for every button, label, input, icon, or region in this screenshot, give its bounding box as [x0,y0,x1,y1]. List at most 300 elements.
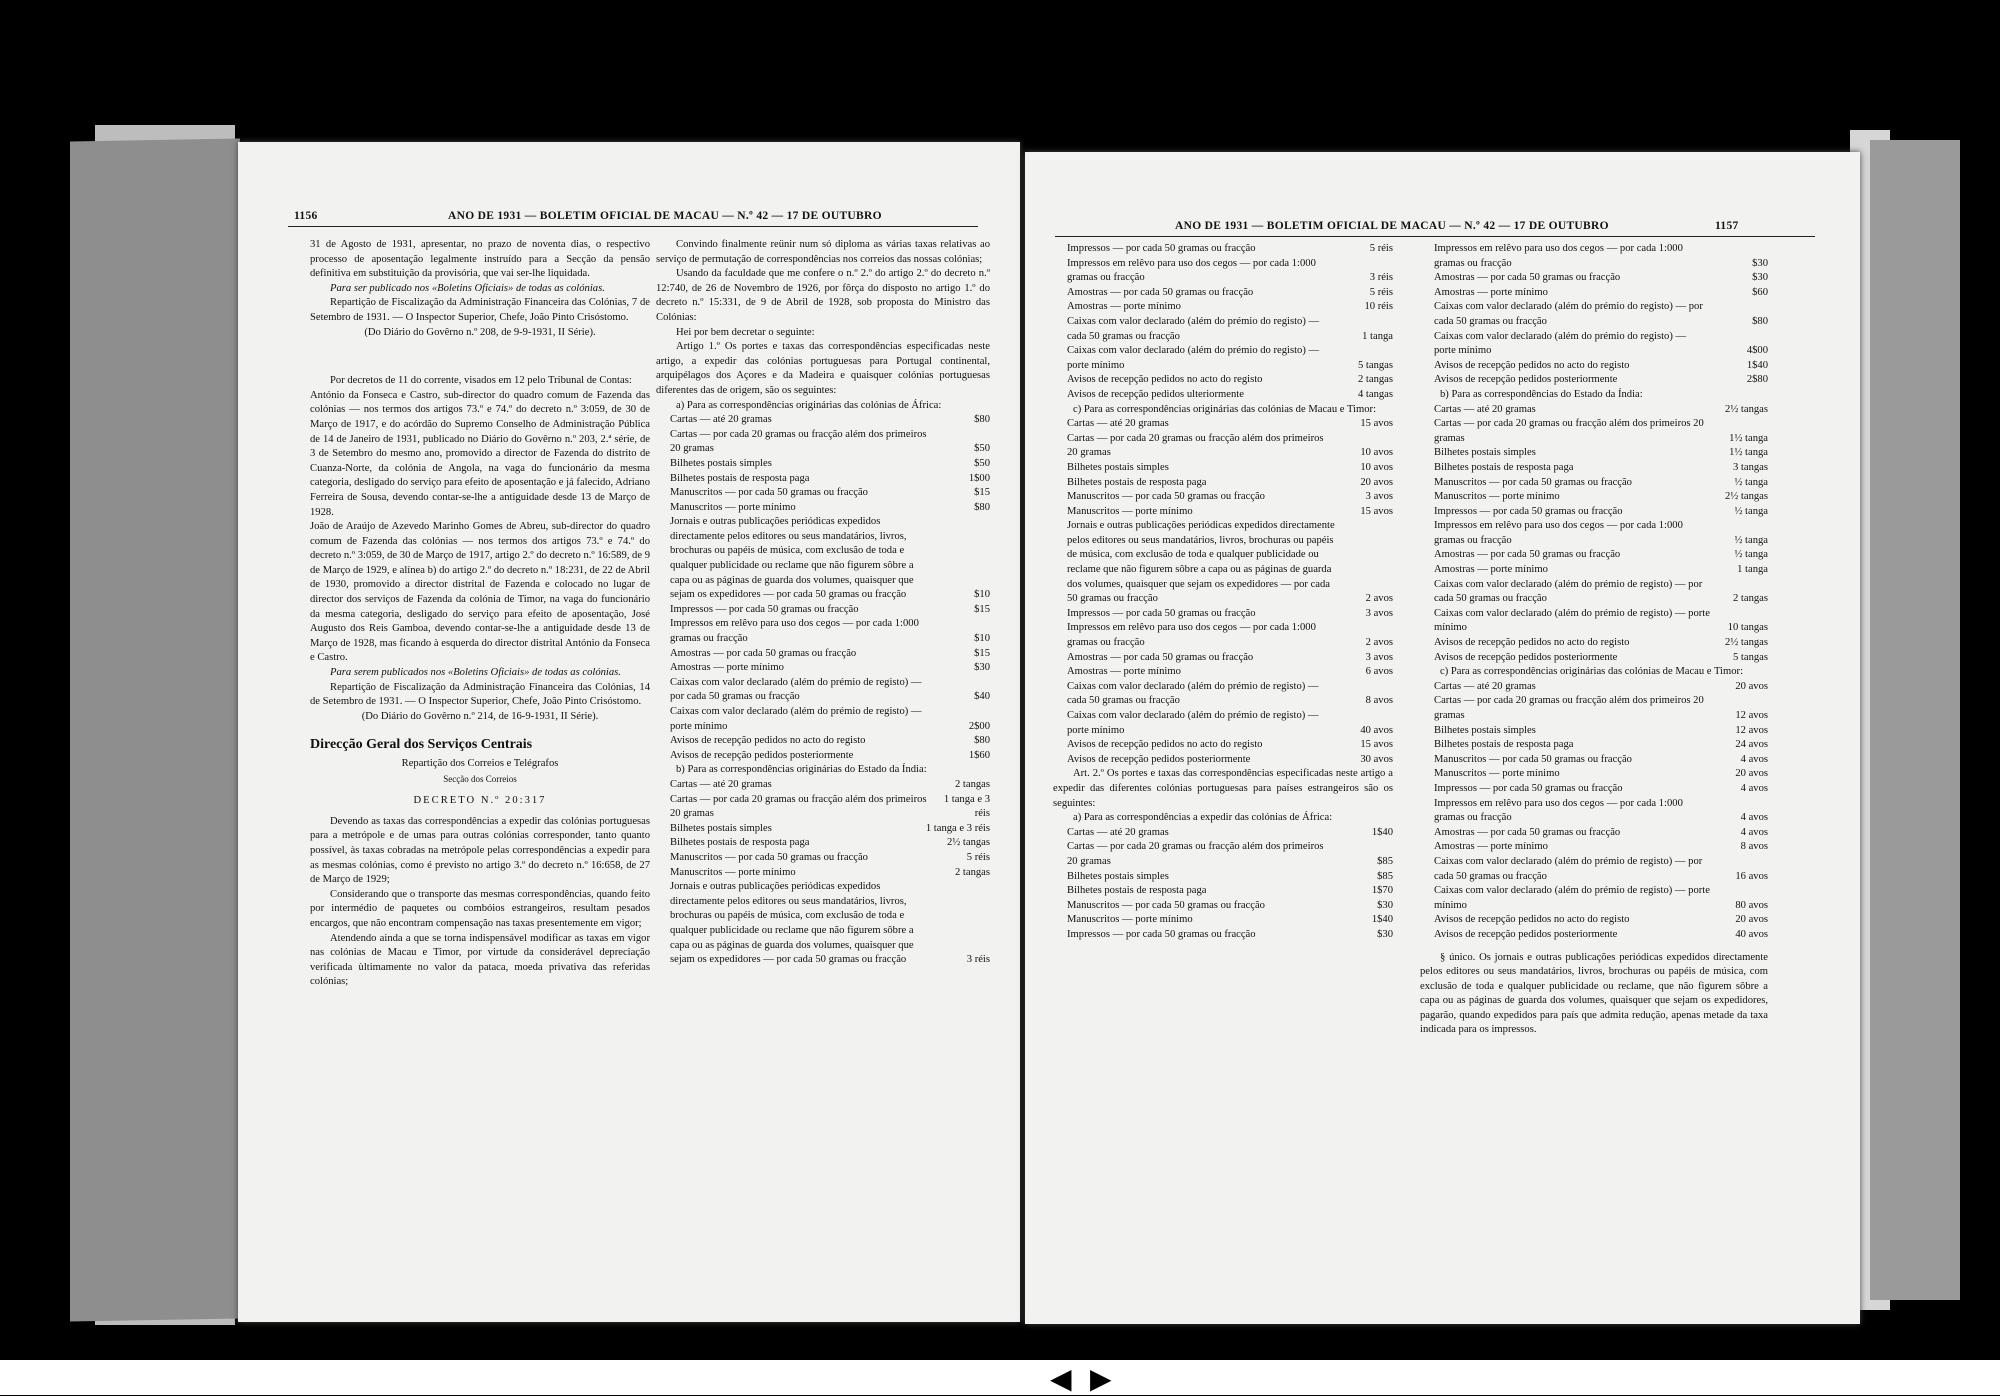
rate-row [1053,738,1393,753]
rate-value: 16 avos [1735,870,1768,882]
rate-label: Avisos de recepção pedidos no acto do registo [670,735,866,747]
rate-row [1053,373,1393,388]
rate-table-africa-foreign [1053,826,1393,943]
rate-row [1053,870,1393,885]
rate-label: Amostras — porte mínimo [1067,666,1181,678]
rate-label: Impressos em relêvo para uso dos cegos — por cada 1:000 gramas ou fracção [1434,243,1683,269]
rate-row [1420,286,1768,301]
rate-label: Cartas — até 20 gramas [670,414,772,426]
rate-label: Amostras — por cada 50 gramas ou fracção [1434,549,1621,561]
rate-row [1420,884,1768,913]
rate-label: Bilhetes postais de resposta paga [1067,476,1207,488]
rate-label: Caixas com valor declarado (além do prémio de registo) — porte mínimo [1067,710,1319,736]
rate-label: Amostras — porte mínimo [1434,286,1548,298]
rate-value: $30 [1752,257,1768,269]
left-column-2 [656,238,990,968]
rate-value: 10 réis [1364,301,1393,313]
rate-value: 10 avos [1360,461,1393,473]
section-heading: Direcção Geral dos Serviços Centrais [310,737,533,753]
rate-label: Manuscritos — porte mínimo [1067,505,1193,517]
rate-label: Impressos em relêvo para uso dos cegos — por cada 1:000 gramas ou fracção [1434,797,1683,824]
rate-row [656,676,990,705]
rate-row [1420,797,1768,826]
rate-label: Caixas com valor declarado (além do prémio de registo) — por cada 50 gramas ou fracção [1434,855,1703,882]
rate-row [1420,505,1768,520]
rate-label: Manuscritos — porte mínimo [1434,491,1560,503]
rate-label: Caixas com valor declarado (além do prémio de registo) — porte mínimo [1434,607,1710,634]
rate-value: 6 avos [1365,666,1393,678]
rate-label: Caixas com valor declarado (além do prémio do registo) — cada 50 gramas ou fracção [1067,315,1320,342]
rate-row [656,457,990,472]
rate-value: 2$00 [968,720,990,732]
rate-value: 2$80 [1746,374,1768,386]
rate-value: 8 avos [1365,695,1393,707]
rate-label: Cartas — até 20 gramas [1067,418,1169,430]
subsection-heading: c) Para as correspondências originárias das colónias de Macau e Timor: [1073,403,1377,415]
rate-value: $10 [974,633,990,645]
paragraph: Considerando que o transporte das mesmas correspondências, quando feito por intermédio de paquetes ou combóios estrangeiros, resultam pesados encargos, que não encontram compensação nas taxas presentemente em vigor; [310,888,650,929]
rate-value: 2 tangas [954,778,990,790]
rate-row [656,778,990,793]
paragraph: Por decretos de 11 do corrente, visados em 12 pelo Tribunal de Contas: [330,375,632,387]
rate-value: $15 [974,603,990,615]
rate-row [1053,665,1393,680]
rate-value: 3 avos [1365,651,1393,663]
rate-value: $85 [1377,870,1393,882]
rate-value: 2 tangas [1732,593,1768,605]
rate-table-india-foreign [1420,403,1768,666]
rate-row [1420,694,1768,723]
rate-label: Caixas com valor declarado (além do prémio de registo) — porte mínimo [1434,885,1710,911]
publication-note: Para ser publicado nos «Boletins Oficiais» de todas as colónias. [330,282,605,294]
book-edge-left-shadow [70,139,240,1322]
rate-label: Avisos de recepção pedidos posteriormente [1434,374,1618,386]
rate-row [1053,388,1393,403]
paragraph: Usando da faculdade que me confere o n.º 2.º do artigo 2.º do decreto n.º 12:740, de 26 de Novembro de 1926, por fôrça do disposto no artigo 1.º do decreto n.º 15:331, de 9 de Abril de 1928, sob proposta do Ministro das Colónias: [656,268,990,323]
rate-value: 2½ tangas [1725,403,1768,415]
rate-row [1420,767,1768,782]
rate-label: Cartas — por cada 20 gramas ou fracção além dos primeiros 20 gramas [1434,695,1704,721]
rate-value: $60 [1752,286,1768,298]
rate-value: 5 réis [966,851,990,863]
rate-label: Amostras — por cada 50 gramas ou fracção [1434,826,1621,838]
rate-row [1053,884,1393,899]
rate-value: 2 tangas [1357,374,1393,386]
rate-label: Manuscritos — por cada 50 gramas ou fracção [1434,476,1632,488]
rate-value: 24 avos [1735,739,1768,751]
rate-row [1420,461,1768,476]
rate-row [1420,490,1768,505]
rate-label: Impressos — por cada 50 gramas ou fracção [1067,243,1256,254]
rate-row [656,501,990,516]
rate-table-africa-foreign-cont [1420,242,1768,388]
rate-value: ½ tanga [1734,534,1768,546]
subsection-heading: a) Para as correspondências a expedir das colónias de África: [1073,812,1333,824]
prev-page-icon[interactable]: ◀ [1050,1364,1072,1395]
rate-label: Caixas com valor declarado (além do prémio do registo) — porte mínimo [1067,345,1320,371]
rate-table-macau-timor-foreign [1420,680,1768,943]
rate-value: 40 avos [1735,928,1768,940]
rate-value: 2 avos [1365,593,1393,605]
rate-label: Impressos em relêvo para uso dos cegos — por cada 1:000 gramas ou fracção [670,618,919,645]
rate-value: 3 avos [1365,491,1393,503]
rate-value: $50 [974,457,990,469]
left-page-number: 1156 [294,210,318,222]
rate-label: Caixas com valor declarado (além do prémio de registo) — por cada 50 gramas ou fracção [670,676,922,703]
rate-value: 4 avos [1740,753,1768,765]
rate-row [656,603,990,618]
rate-label: Manuscritos — porte mínimo [670,501,796,513]
rate-label: Cartas — por cada 20 gramas ou fracção além dos primeiros 20 gramas [670,793,927,820]
rate-label: Impressos — por cada 50 gramas ou fracção [1434,505,1623,517]
rate-value: ½ tanga [1734,505,1768,517]
rate-row [1420,782,1768,797]
rate-label: Bilhetes postais simples [1434,724,1536,736]
rate-label: Avisos de recepção pedidos no acto do registo [1434,637,1630,649]
rate-label: Amostras — por cada 50 gramas ou fracção [1067,286,1254,298]
rate-value: 1$40 [1371,914,1393,926]
rate-value: $40 [974,691,990,703]
rate-row [1053,753,1393,768]
rate-value: 4 avos [1740,826,1768,838]
rate-label: Impressos em relêvo para uso dos cegos — por cada 1:000 gramas ou fracção [1067,622,1316,649]
right-page [1025,152,1860,1324]
rate-value: 1$70 [1371,885,1393,897]
rate-label: Impressos — por cada 50 gramas ou fracção [670,603,859,615]
paragraph: João de Araújo de Azevedo Marinho Gomes de Abreu, sub-director do quadro comum de Fazenda das colónias — nos termos dos artigos 73.º e 74.º do decreto n.º 3:059, de 30 de Março de 1917, artigo 2.º do decreto n.º 16:589, de 9 de Março de 1929, e alínea b) do artigo 2.º do decreto n.º 18:231, de 22 de Abril de 1930, promovido a director distrital de Fazenda e colocado no lugar de director dos serviços de Fazenda da colónia de Timor, na vaga do funcionário da mesma categoria, desligado do serviço para efeito de aposentação, José Augusto dos Reis Gamboa, devendo contar-se-lhe a antiguidade desde 13 de Março de 1928, mas ficando à esquerda do director distrital António da Fonseca e Castro. [310,521,650,664]
rate-value: 3 réis [966,954,990,966]
rate-row [656,866,990,881]
rate-label: Cartas — até 20 gramas [1434,680,1536,692]
left-page [238,142,1020,1322]
paragraph: Repartição de Fiscalização da Administração Financeira das Colónias, 14 de Setembro de 1931. — O Inspector Superior, Chefe, João Pinto Crisóstomo. [310,681,650,708]
subsection-heading: b) Para as correspondências do Estado da Índia: [1440,388,1643,400]
rate-row [1053,432,1393,461]
rate-row [1053,286,1393,301]
rate-value: 1 tanga e 3 réis [943,793,990,820]
rate-value: 1½ tanga [1729,432,1768,444]
rate-row [1420,928,1768,943]
rate-row [1420,840,1768,855]
rate-row [1053,899,1393,914]
rate-value: 5 réis [1369,286,1393,298]
rate-label: Bilhetes postais simples [670,457,772,469]
rate-label: Amostras — porte mínimo [1434,841,1548,853]
rate-row [1053,519,1393,607]
rate-label: Caixas com valor declarado (além do prémio de registo) — porte mínimo [670,706,922,732]
paragraph: 31 de Agosto de 1931, apresentar, no prazo de noventa dias, o respectivo processo de aposentação legalmente instruído para a Secção da pensão definitiva em substituição da provisória, que vai ser-lhe liquidada. [310,239,650,280]
rate-row [656,734,990,749]
rate-value: 3 tangas [1732,461,1768,473]
rate-label: Impressos — por cada 50 gramas ou fracção [1067,607,1256,619]
rate-value: ½ tanga [1734,549,1768,561]
rate-row [656,486,990,501]
rate-row [1420,680,1768,695]
rate-label: Jornais e outras publicações periódicas expedidos directamente pelos editores ou seus mandatários, livros, brochuras ou papéis de música, com exclusão de toda e qualquer publicidade ou reclame que não figurem sôbre a capa ou as páginas de guarda dos volumes, quaisquer que sejam os expedidores — por cada 50 gramas ou fracção [670,881,914,966]
rate-label: Amostras — porte mínimo [1067,301,1181,313]
rate-row [1053,490,1393,505]
next-page-icon[interactable]: ▶ [1090,1364,1112,1395]
rate-row [656,472,990,487]
paragraph: Hei por bem decretar o seguinte: [676,326,815,338]
rate-row [1053,621,1393,650]
rate-label: Bilhetes postais simples [1067,870,1169,882]
rate-label: Amostras — por cada 50 gramas ou fracção [1434,272,1621,284]
rate-label: Avisos de recepção pedidos posteriormente [1434,651,1618,663]
rate-label: Manuscritos — porte mínimo [1434,768,1560,780]
rate-row [1053,257,1393,286]
rate-row [1420,913,1768,928]
rate-row [1420,548,1768,563]
rate-row [656,836,990,851]
left-page-header: ANO DE 1931 — BOLETIM OFICIAL DE MACAU — N.º 42 — 17 DE OUTUBRO [448,210,882,222]
rate-label: Caixas com valor declarado (além do prémio de registo) — por cada 50 gramas ou fracção [1434,578,1703,605]
article-paragraph: Art. 2.º Os portes e taxas das correspondências especificadas neste artigo a expedir das diferentes colónias portuguesas para países estrangeiros são os seguintes: [1053,768,1393,809]
rate-value: 12 avos [1735,710,1768,721]
rate-value: $30 [1377,899,1393,911]
rate-row [1420,330,1768,359]
rate-row [656,617,990,646]
header-rule [288,226,978,227]
rate-table-macau-timor [1053,417,1393,767]
rate-value: $30 [1752,272,1768,284]
rate-row [656,647,990,662]
rate-label: Caixas com valor declarado (além do prémio de registo) — cada 50 gramas ou fracção [1067,680,1319,707]
source-note: (Do Diário do Govêrno n.º 214, de 16-9-1931, II Série). [361,710,599,722]
rate-value: 20 avos [1360,476,1393,488]
rate-row [1420,636,1768,651]
rate-row [1053,476,1393,491]
rate-label: Avisos de recepção pedidos posteriormente [1434,928,1618,940]
rate-label: Bilhetes postais de resposta paga [1434,739,1574,751]
left-column-1 [310,238,650,990]
rate-value: $85 [1377,855,1393,867]
rate-label: Impressos em relêvo para uso dos cegos — por cada 1:000 gramas ou fracção [1434,520,1683,546]
final-paragraph: § único. Os jornais e outras publicações periódicas expedidos directamente pelos editores ou seus mandatários, livros, brochuras ou papéis de música, com exclusão de toda e qualquer publicidade ou reclame, que não figurem sôbre a capa ou as páginas de guarda dos volumes, quaisquer que sejam os expedidores, pagarão, quando expedidos para país que admita redução, apenas metade da taxa indicada para os impressos. [1420,951,1768,1036]
rate-row [1053,300,1393,315]
rate-label: Manuscritos — por cada 50 gramas ou fracção [1067,491,1265,503]
rate-row [1420,578,1768,607]
rate-label: Cartas — por cada 20 gramas ou fracção além dos primeiros 20 gramas [1434,418,1704,444]
rate-row [656,705,990,734]
rate-value: 4$00 [1746,345,1768,357]
rate-value: 15 avos [1360,418,1393,430]
rate-label: Manuscritos — por cada 50 gramas ou fracção [670,487,868,499]
paragraph: Convindo finalmente reünir num só diploma as várias taxas relativas ao serviço de permutação de correspondências nos correios das nossas colónias; [656,239,990,265]
rate-row [656,749,990,764]
rate-label: Amostras — porte mínimo [1434,564,1548,576]
rate-label: Manuscritos — por cada 50 gramas ou fracção [670,851,868,863]
rate-row [656,851,990,866]
rate-label: Manuscritos — porte mínimo [1067,914,1193,926]
rate-value: 2½ tangas [1725,491,1768,503]
rate-label: Avisos de recepção pedidos no acto do registo [1067,374,1263,386]
book-edge-right-shadow [1870,140,1960,1300]
subsection-heading: a) Para as correspondências originárias das colónias de África: [676,399,942,411]
rate-row [1420,651,1768,666]
rate-label: Bilhetes postais de resposta paga [1067,885,1207,897]
section-subheading-2: Secção dos Correios [443,773,517,784]
rate-value: ½ tanga [1734,476,1768,488]
rate-row [1420,855,1768,884]
rate-value: 10 tangas [1727,622,1768,634]
viewer-bottom-strip [0,1360,2000,1395]
rate-value: 10 avos [1360,447,1393,459]
rate-row [1420,373,1768,388]
rate-row [1420,417,1768,446]
rate-label: Bilhetes postais simples [1067,461,1169,473]
rate-value: $30 [974,662,990,674]
rate-label: Avisos de recepção pedidos no acto do registo [1434,914,1630,926]
rate-label: Avisos de recepção pedidos posteriormente [670,749,854,761]
publication-note: Para serem publicados nos «Boletins Oficiais» de todas as colónias. [330,667,621,679]
rate-row [1053,344,1393,373]
section-subheading: Repartição dos Correios e Telégrafos [401,758,559,769]
rate-row [1053,607,1393,622]
rate-label: Avisos de recepção pedidos no acto do registo [1434,359,1630,371]
header-rule [1055,236,1815,237]
rate-label: Avisos de recepção pedidos posteriormente [1067,753,1251,765]
rate-row [1420,242,1768,271]
rate-value: 2 tangas [954,866,990,878]
rate-value: $30 [1377,928,1393,940]
rate-value: 15 avos [1360,739,1393,751]
rate-value: 20 avos [1735,914,1768,926]
rate-value: 1$40 [1371,826,1393,838]
rate-row [1053,680,1393,709]
paragraph: Artigo 1.º Os portes e taxas das correspondências especificadas neste artigo, a expedir das colónias portuguesas para Portugal continental, arquipélagos dos Açores e da Madeira e quaisquer colónias portuguesas diferentes das de origem, são os seguintes: [656,341,990,396]
rate-value: 12 avos [1735,724,1768,736]
rate-row [1420,738,1768,753]
rate-value: 4 avos [1740,782,1768,794]
rate-value: 5 tangas [1357,359,1393,371]
rate-label: Impressos — por cada 50 gramas ou fracção [1067,928,1256,940]
rate-label: Cartas — por cada 20 gramas ou fracção além dos primeiros 20 gramas [670,428,927,455]
rate-row [1053,417,1393,432]
rate-label: Cartas — até 20 gramas [670,778,772,790]
rate-label: Avisos de recepção pedidos no acto do registo [1067,739,1263,751]
rate-row [1053,709,1393,738]
rate-value: 2½ tangas [947,837,990,849]
rate-label: Impressos — por cada 50 gramas ou fracção [1434,782,1623,794]
rate-row [1053,242,1393,257]
rate-value: 20 avos [1735,680,1768,692]
rate-row [1420,753,1768,768]
rate-value: 2 avos [1365,637,1393,649]
rate-row [1420,446,1768,461]
rate-value: 3 avos [1365,607,1393,619]
rate-value: 4 tangas [1357,388,1393,400]
subsection-heading: b) Para as correspondências originárias do Estado da Índia: [676,764,927,776]
rate-row [1420,563,1768,578]
right-column-2 [1420,242,1768,1038]
rate-label: Cartas — até 20 gramas [1067,826,1169,838]
rate-label: Amostras — porte mínimo [670,662,784,674]
rate-value: 1 tanga e 3 réis [925,822,990,834]
rate-table-india [656,778,990,968]
rate-value: 5 réis [1369,243,1393,254]
rate-row [656,880,990,968]
rate-value: 1 tanga [1362,330,1393,342]
rate-label: Cartas — por cada 20 gramas ou fracção além dos primeiros 20 gramas [1067,841,1324,867]
paragraph: Devendo as taxas das correspondências a expedir das colónias portuguesas para a metrópole e de umas para outras colónias corresponder, tanto quanto possível, às taxas cobradas na metrópole pelas correspondências a expedir para as mesmas colónias, como é previsto no artigo 3.º do decreto n.º 16:658, de 27 de Março de 1929; [310,815,650,886]
rate-value: 30 avos [1360,753,1393,765]
rate-row [1053,651,1393,666]
rate-table-africa [656,413,990,763]
rate-value: $15 [974,647,990,659]
rate-row [1420,476,1768,491]
rate-row [1420,403,1768,418]
rate-row [656,822,990,837]
rate-value: $10 [974,589,990,601]
rate-value: $80 [974,414,990,426]
rate-row [1053,840,1393,869]
rate-value: 1$00 [968,472,990,484]
rate-label: Manuscritos — por cada 50 gramas ou fracção [1067,899,1265,911]
rate-label: Bilhetes postais de resposta paga [670,472,810,484]
rate-row [656,515,990,603]
rate-label: Caixas com valor declarado (além do prémio do registo) — porte mínimo [1434,330,1687,357]
rate-row [1053,913,1393,928]
rate-row [656,661,990,676]
rate-label: Jornais e outras publicações periódicas expedidos directamente pelos editores ou seus mandatários, livros, brochuras ou papéis de música, com exclusão de toda e qualquer publicidade ou reclame que não figurem sôbre a capa ou as páginas de guarda dos volumes, quaisquer que sejam os expedidores — por cada 50 gramas ou fracção [1067,520,1335,605]
rate-value: $15 [974,487,990,499]
rate-value: 1$60 [968,749,990,761]
paragraph: Repartição de Fiscalização da Administração Financeira das Colónias, 7 de Setembro de 1931. — O Inspector Superior, Chefe, João Pinto Crisóstomo. [310,297,650,323]
rate-row [1053,505,1393,520]
rate-value: 5 tangas [1732,651,1768,663]
rate-value: 40 avos [1360,724,1393,736]
rate-value: $50 [974,443,990,455]
rate-row [656,793,990,822]
rate-value: $80 [974,501,990,513]
rate-row [1420,724,1768,739]
rate-row [1420,271,1768,286]
rate-value: 8 avos [1740,841,1768,853]
rate-label: Impressos em relêvo para uso dos cegos — por cada 1:000 gramas ou fracção [1067,257,1316,284]
rate-label: Cartas — por cada 20 gramas ou fracção além dos primeiros 20 gramas [1067,432,1324,459]
rate-label: Amostras — por cada 50 gramas ou fracção [670,647,857,659]
paragraph: Atendendo ainda a que se torna indispensável modificar as taxas em vigor nas colónias de Macau e Timor, por virtude da considerável depreciação verificada ùltimamente no valor da pataca, moeda privativa das referidas colónias; [310,932,650,988]
rate-value: $80 [1752,315,1768,327]
rate-row [656,413,990,428]
right-page-number: 1157 [1715,220,1739,232]
rate-row [1053,315,1393,344]
rate-label: Avisos de recepção pedidos ulteriormente [1067,388,1244,400]
rate-value: 20 avos [1735,768,1768,780]
right-page-header: ANO DE 1931 — BOLETIM OFICIAL DE MACAU — N.º 42 — 17 DE OUTUBRO [1175,220,1609,232]
rate-row [1420,359,1768,374]
right-column-1 [1053,242,1393,943]
source-note: (Do Diário do Govêrno n.º 208, de 9-9-1931, II Série). [364,326,596,338]
rate-label: Bilhetes postais de resposta paga [670,837,810,849]
rate-value: 3 réis [1369,272,1393,284]
rate-row [1420,826,1768,841]
paragraph: António da Fonseca e Castro, sub-director do quadro comum de Fazenda das colónias — nos termos dos artigos 73.º e 74.º do decreto n.º 3:059, de 30 de Março de 1917, e do acórdão do Supremo Conselho de Administração Pública de 14 de Janeiro de 1931, publicado no Diário do Govêrno n.º 203, 2.ª série, de 3 de Setembro do mesmo ano, promovido a director de Fazenda do distrito de Cuanza-Norte, da colónia de Angola, na vaga do funcionário da mesma categoria, desligado do serviço para efeito de aposentação e já falecido, Adriano Ferreira de Sousa, devendo contar-se-lhe a antiguidade desde 13 de Março de 1928. [310,389,650,518]
rate-value: 1½ tanga [1729,447,1768,459]
rate-value: $80 [974,735,990,747]
rate-label: Manuscritos — porte mínimo [670,866,796,878]
rate-value: 4 avos [1740,812,1768,824]
rate-label: Jornais e outras publicações periódicas expedidos directamente pelos editores ou seus mandatários, livros, brochuras ou papéis de música, com exclusão de toda e qualquer publicidade ou reclame que não figurem sôbre a capa ou as páginas de guarda dos volumes, quaisquer que sejam os expedidores — por cada 50 gramas ou fracção [670,516,914,601]
rate-value: 2½ tangas [1725,637,1768,649]
rate-table-india-cont [1053,242,1393,403]
rate-value: 15 avos [1360,505,1393,517]
rate-value: 1$40 [1746,359,1768,371]
decree-title: DECRETO N.º 20:317 [413,795,547,807]
rate-label: Cartas — até 20 gramas [1434,403,1536,415]
rate-label: Manuscritos — por cada 50 gramas ou fracção [1434,753,1632,765]
